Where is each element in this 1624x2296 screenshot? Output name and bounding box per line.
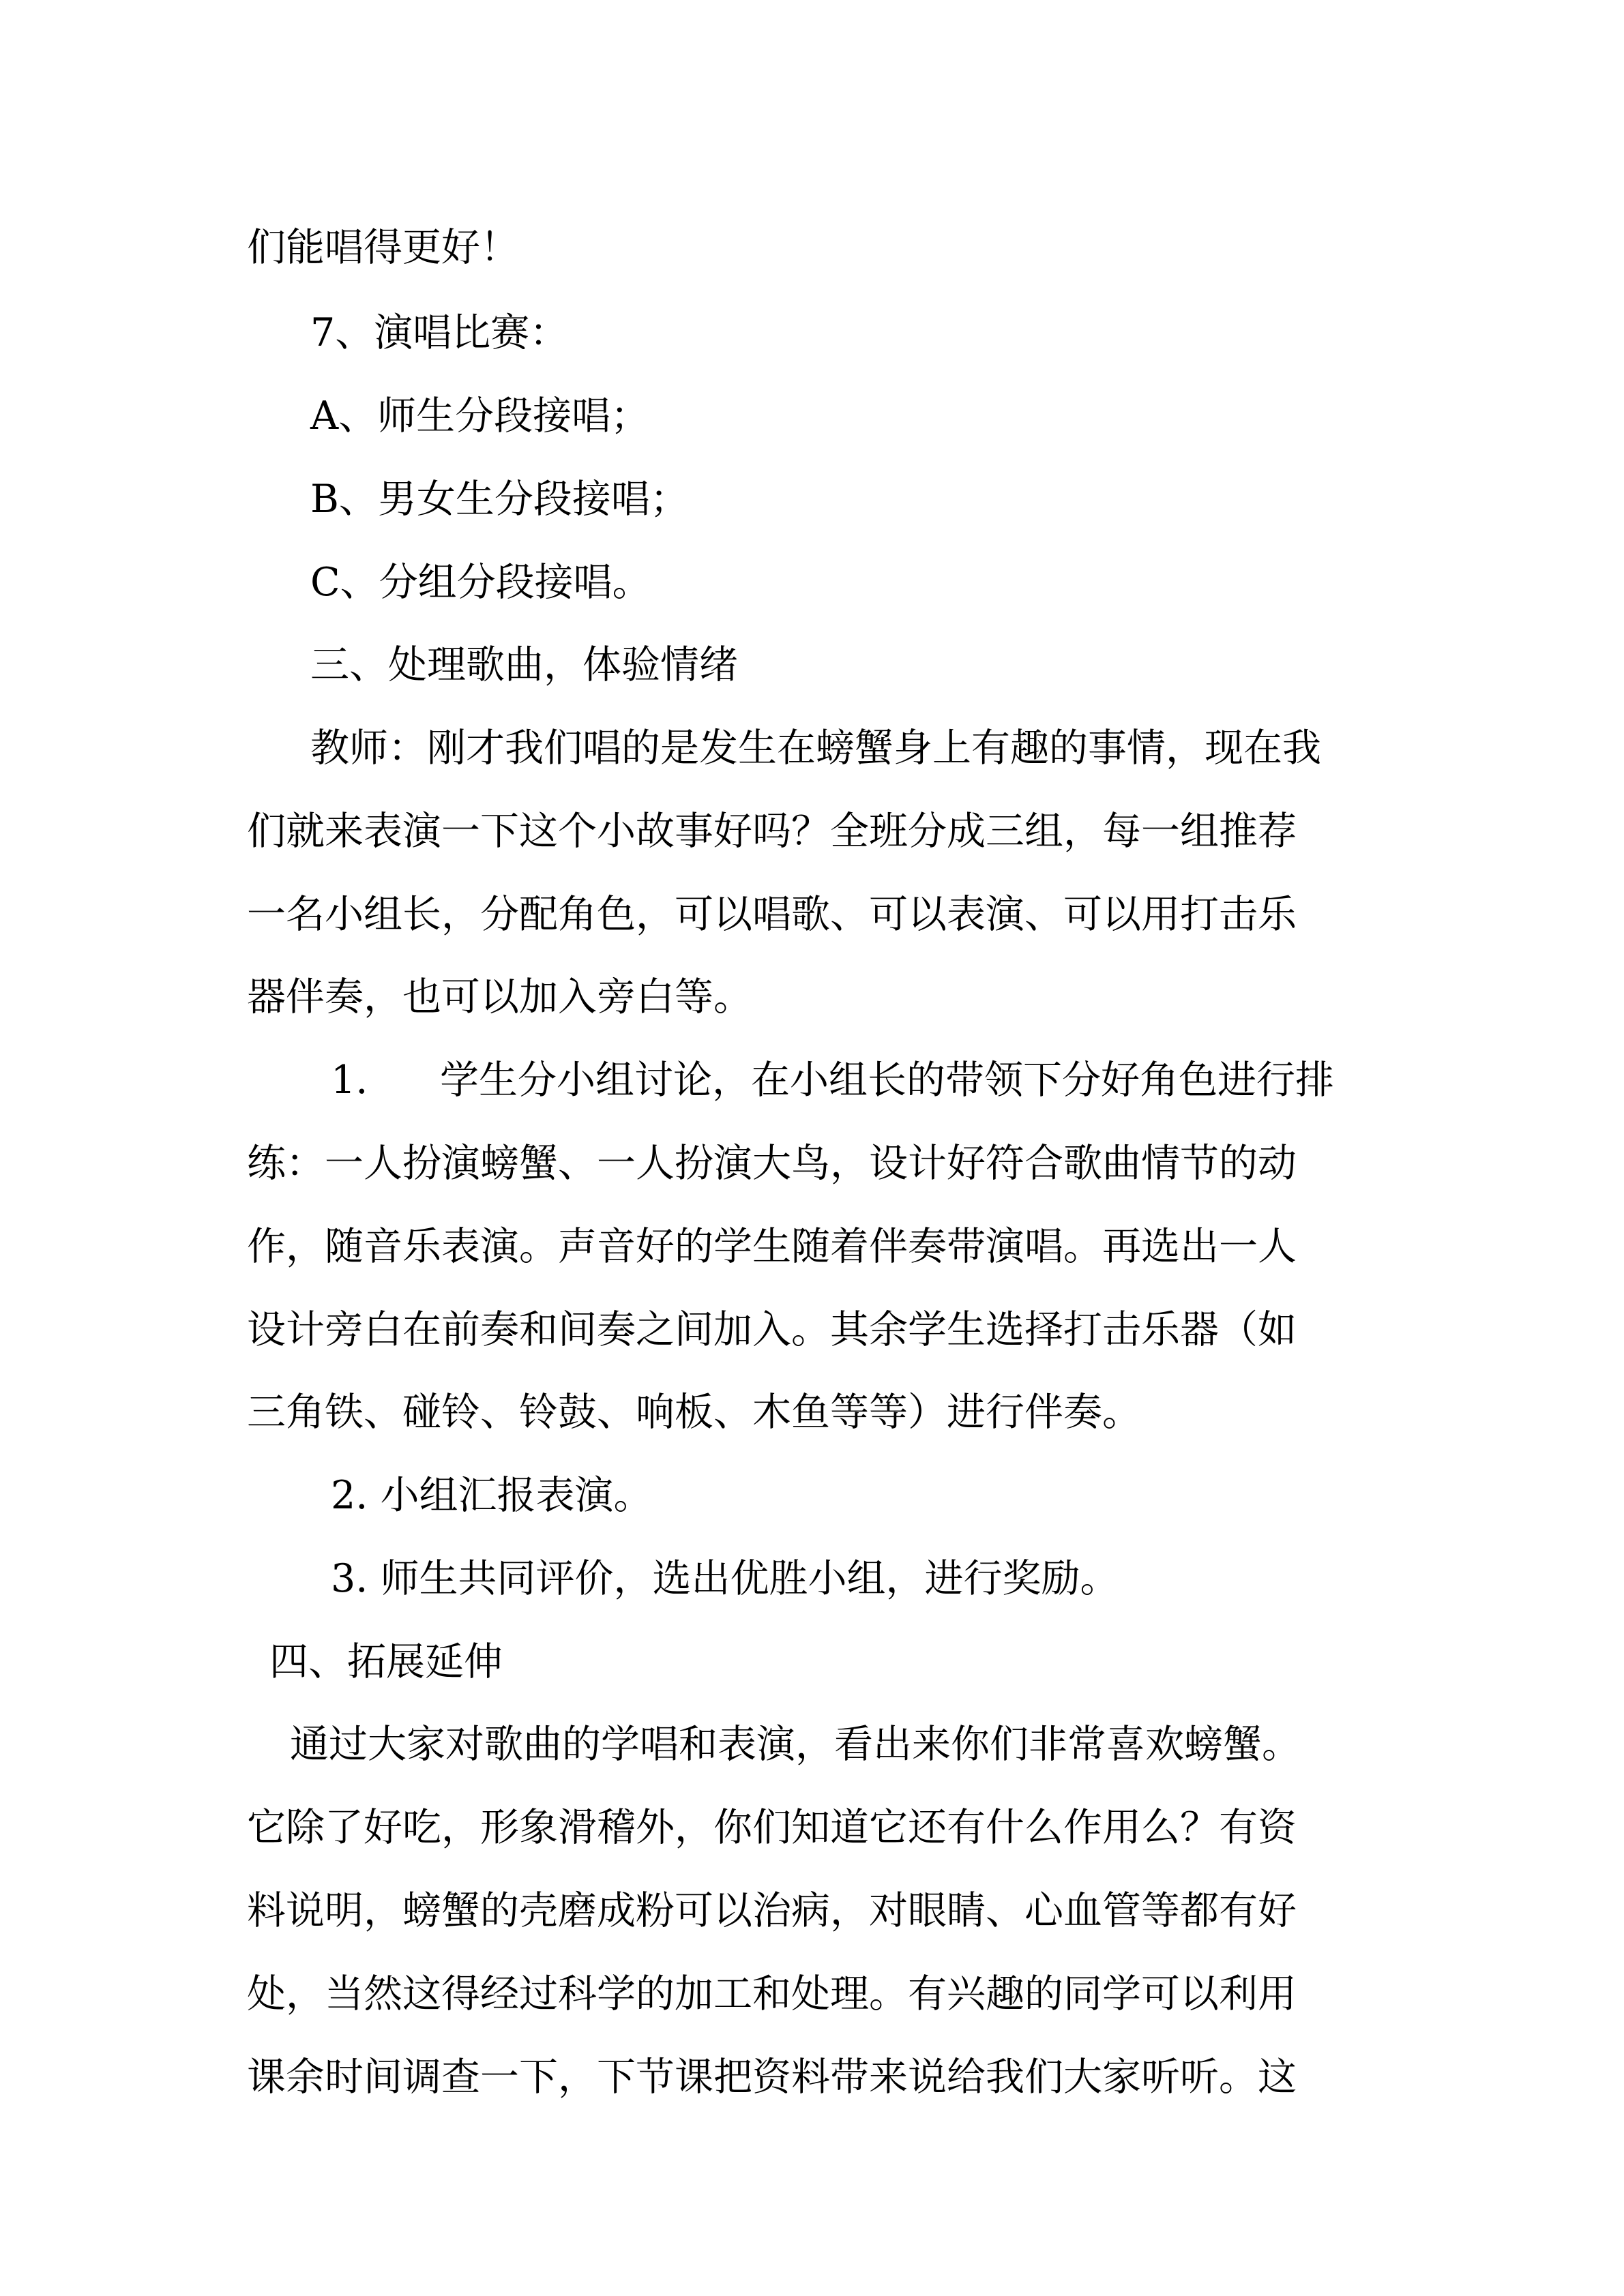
text-line: 设计旁白在前奏和间奏之间加入。其余学生选择打击乐器（如 (247, 1307, 1297, 1352)
text-line: 教师：刚才我们唱的是发生在螃蟹身上有趣的事情，现在我 (310, 726, 1321, 771)
list-item: B、男女生分段接唱； (310, 477, 689, 522)
section-heading: 四、拓展延伸 (269, 1639, 503, 1684)
text-line: 器伴奏，也可以加入旁白等。 (247, 974, 752, 1019)
section-heading: 三、处理歌曲，体验情绪 (310, 642, 738, 687)
list-item: 3. 师生共同评价，选出优胜小组，进行奖励。 (331, 1556, 1119, 1601)
list-item: 2. 小组汇报表演。 (331, 1473, 653, 1518)
list-item: A、师生分段接唱； (310, 393, 650, 438)
text-line: 学生分小组讨论，在小组长的带领下分好角色进行排 (440, 1058, 1334, 1103)
text-line: 练：一人扮演螃蟹、一人扮演大鸟，设计好符合歌曲情节的动 (247, 1141, 1297, 1186)
list-item: C、分组分段接唱。 (310, 560, 651, 605)
list-item-heading: 7、演唱比赛： (310, 310, 569, 355)
text-line: 通过大家对歌曲的学唱和表演，看出来你们非常喜欢螃蟹。 (290, 1722, 1301, 1767)
text-line: 料说明，螃蟹的壳磨成粉可以治病，对眼睛、心血管等都有好 (247, 1888, 1297, 1933)
text-line: 作，随音乐表演。声音好的学生随着伴奏带演唱。再选出一人 (247, 1224, 1297, 1269)
text-line: 它除了好吃，形象滑稽外，你们知道它还有什么作用么？有资 (247, 1805, 1297, 1850)
text-line: 们就来表演一下这个小故事好吗？全班分成三组，每一组推荐 (247, 809, 1297, 854)
text-line: 三角铁、碰铃、铃鼓、响板、木鱼等等）进行伴奏。 (247, 1390, 1141, 1435)
list-number: 1. (331, 1058, 368, 1103)
text-line: 课余时间调查一下，下节课把资料带来说给我们大家听听。这 (247, 2055, 1297, 2100)
text-line: 一名小组长，分配角色，可以唱歌、可以表演、可以用打击乐 (247, 892, 1297, 937)
text-line: 处，当然这得经过科学的加工和处理。有兴趣的同学可以利用 (247, 1971, 1297, 2016)
text-line: 们能唱得更好！ (247, 225, 519, 270)
